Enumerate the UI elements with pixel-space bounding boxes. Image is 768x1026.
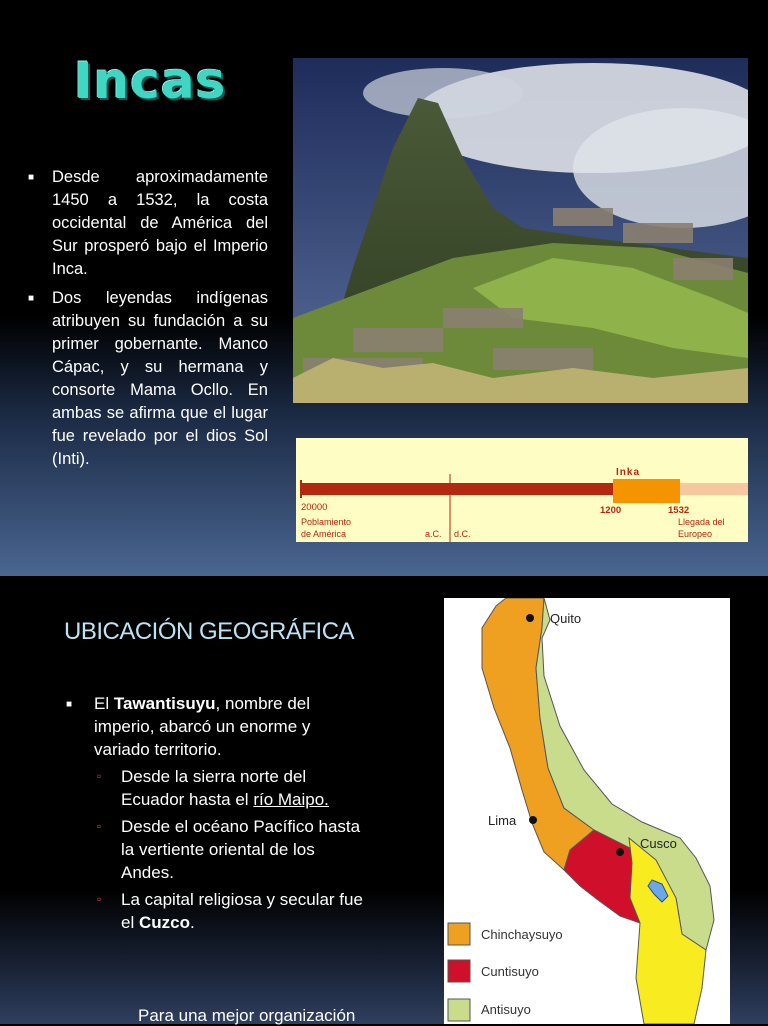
hollow-square-bullet-icon: ▫ [97,819,102,833]
timeline-ac-label: a.C. [425,529,442,539]
city-marker-cusco [616,848,624,856]
square-bullet-icon: ■ [66,699,73,710]
city-label-quito: Quito [550,611,582,626]
city-marker-quito [526,614,534,622]
hollow-square-bullet-icon: ▫ [97,892,102,906]
sub-bullet-list [94,765,366,934]
legend-label-antisuyo: Antisuyo [481,1002,531,1017]
square-bullet-icon: ■ [28,172,35,183]
legend-label-chinchaysuyo: Chinchaysuyo [481,927,563,942]
hollow-square-bullet-icon: ▫ [97,769,102,783]
sub-bullet-item: ▫ La capital religiosa y secular fue el Cuzco. [97,890,363,932]
city-label-lima: Lima [488,813,517,828]
bullet-item: ■ Dos leyendas indígenas atribuyen su fundación a su primer gobernante. Manco Cápac, y su hermana y consorte Mama Ocllo. En ambas se afirma que el lugar fue revelado por el dios Sol (Inti). [28,289,268,468]
tawantinsuyu-map [444,598,730,1024]
rio-maipo-link[interactable]: río Maipo. [253,790,329,809]
city-label-cusco: Cusco [640,836,677,851]
sub-bullet-item: ▫ Desde el océano Pacífico hasta la vertiente oriental de los Andes. [97,817,361,882]
legend-swatch-cuntisuyo [448,960,470,982]
city-marker-lima [529,816,537,824]
timeline-start-desc: Poblamiento [301,517,352,527]
timeline-start-year: 20000 [301,502,328,513]
machu-picchu-photo [293,58,748,403]
square-bullet-icon: ■ [28,293,35,304]
bullet-item: ■ Desde aproximadamente 1450 a 1532, la costa occidental de América del Sur prosperó bajo el Imperio Inca. [28,168,268,278]
bottom-text: Para una mejor organización [138,1006,356,1025]
bullet-item: ■ El Tawantisuyu, nombre del imperio, abarcó un enorme y variado territorio. ▫ Desde la sierra norte del Ecuador hasta el río Maipo. ▫ Desde el océano Pacífico hasta la vertiente oriental de los Andes. ▫ La capital religiosa y secular fue el Cuzco. [66,692,366,934]
legend-swatch-antisuyo [448,999,470,1021]
sub-bullet-item: ▫ Desde la sierra norte del Ecuador hasta el río Maipo. [97,767,329,809]
timeline-end-desc: Llegada del [678,517,725,527]
timeline-bar-after [680,483,748,495]
timeline-inka-end: 1532 [668,505,690,516]
timeline-bar [301,483,613,495]
timeline-dc-label: d.C. [454,529,471,539]
slide-title: UBICACIÓN GEOGRÁFICA [64,618,355,645]
timeline-end-desc: Europeo [678,529,713,539]
timeline-start-desc: de América [301,529,347,539]
timeline-inka-start: 1200 [600,505,622,516]
legend-label-cuntisuyo: Cuntisuyo [481,964,539,979]
bullet-list [66,692,366,938]
timeline-period-label: Inka [616,467,641,478]
legend-swatch-chinchaysuyo [448,923,470,945]
slide-title: Incas [74,52,227,110]
bullet-list [28,166,268,477]
timeline-inka-segment [613,479,680,503]
inca-timeline [296,438,748,542]
